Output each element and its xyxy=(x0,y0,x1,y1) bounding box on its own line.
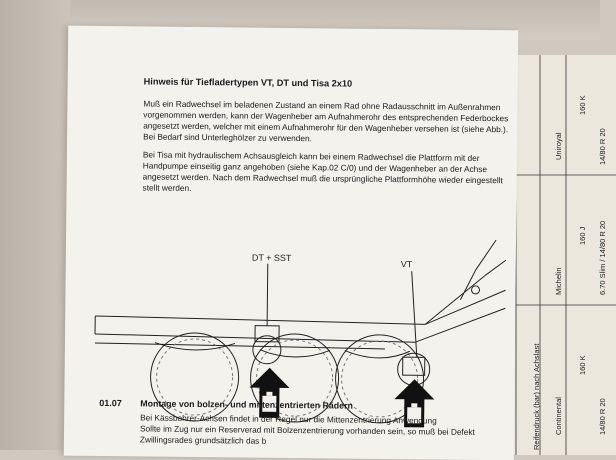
table-val-1: 160 K xyxy=(578,355,587,375)
table-col-continental: Continental xyxy=(554,397,563,435)
figure-label-vt: VT xyxy=(401,259,413,270)
table-val-3: 160 K xyxy=(578,95,587,115)
table-col-uniroyal: Uniroyal xyxy=(554,132,563,160)
para1-line-3: angesetzt werden, welcher mit einem Aufnahmerohr für den Wagenheber versehen ist (siehe Abb.). xyxy=(143,120,508,135)
table-size-2: 6.70 Slim / 14/80 R 20 xyxy=(598,221,607,295)
section-line-1: Bei Kässbohrer-Achsen findet in der Regel nur die Mittenzentrierung Anwendung xyxy=(140,412,437,426)
manual-page xyxy=(64,26,518,460)
facing-page xyxy=(505,55,616,455)
section-line-3: Zwillingsrades grundsätzlich das b xyxy=(140,434,266,446)
para2-line-1: Bei Tisa mit hydraulischem Achsausgleich kann bei einem Radwechsel die Plattform mit der xyxy=(143,149,480,164)
para1-line-4: Bei Bedarf sind Unterleghölzer zu verwenden. xyxy=(143,131,312,144)
background-left xyxy=(0,0,70,450)
table-size-1: 14/80 R 20 xyxy=(598,398,607,435)
para1-line-1: Muß ein Radwechsel im beladenen Zustand an einem Rad ohne Radausschnitt im Außenrahmen xyxy=(143,98,500,113)
table-val-2: 160 J xyxy=(578,227,587,245)
table-col-michelin: Michelin xyxy=(554,267,563,295)
figure-label-dt: DT + SST xyxy=(252,253,292,264)
table-size-3: 14/80 R 20 xyxy=(598,128,607,165)
para1-line-2: vorgenommen werden, kann der Wagenheber am Aufnahmerohr des entsprechenden Federbockes xyxy=(143,109,508,124)
para2-line-4: stellt werden. xyxy=(143,182,192,194)
para2-line-3: angesetzt werden. Nach dem Radwechsel muß die ursprüngliche Plattformhöhe wieder eingestellt xyxy=(143,171,503,186)
section-title: Montage von bolzen- und mittenzentrierten Rädern xyxy=(140,398,353,411)
table-title: Reifendruck (bar) nach Achslast xyxy=(532,344,541,450)
para2-line-2: Handpumpe einseitig ganz angehoben (siehe Kap.02 C/0) und der Wagenheber an der Achse xyxy=(143,160,487,175)
section-line-2: Sollte im Zug nur ein Reserverad mit Bolzenzentrierung vorhanden sein, so muß bei Defekt xyxy=(140,423,475,438)
section-number: 01.07 xyxy=(99,398,122,408)
page-heading: Hinweis für Tiefladertypen VT, DT und Tisa 2x10 xyxy=(144,76,353,89)
